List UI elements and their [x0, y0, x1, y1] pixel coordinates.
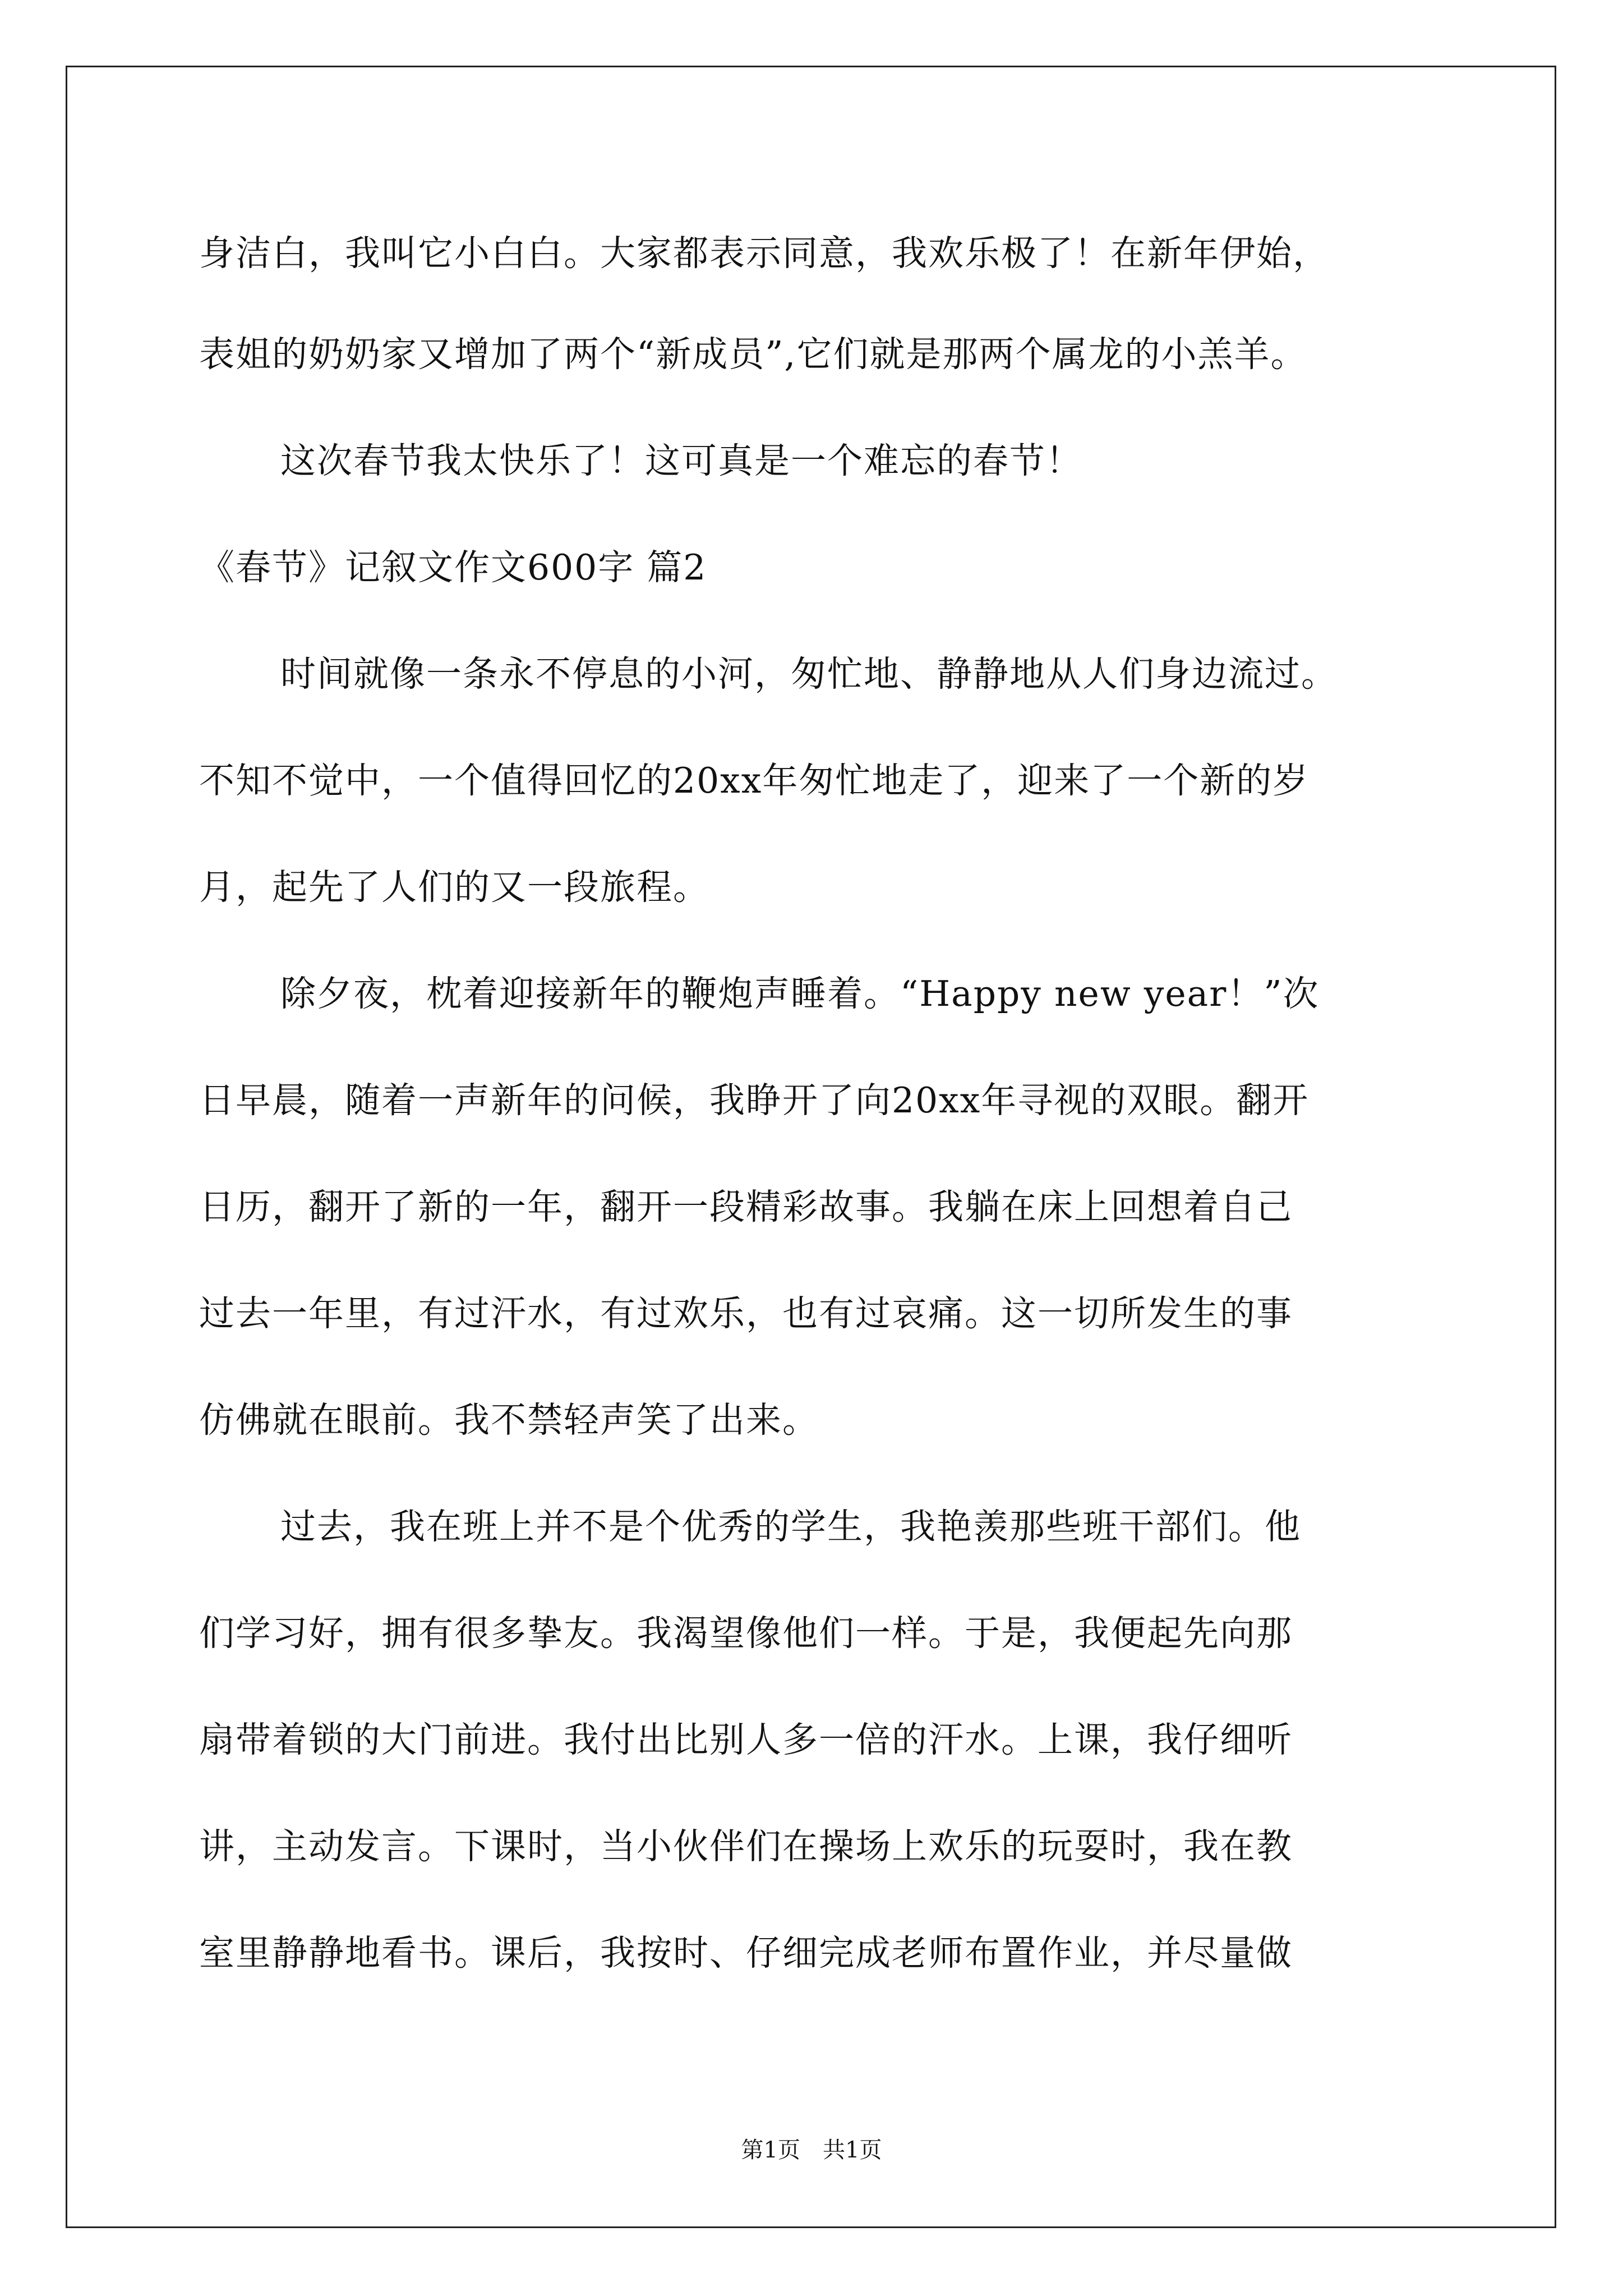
text-line: 过去，我在班上并不是个优秀的学生，我艳羡那些班干部们。他: [280, 1506, 1301, 1547]
text-line: 不知不觉中，一个值得回忆的20xx年匆忙地走了，迎来了一个新的岁: [199, 760, 1310, 801]
text-line: 日历，翻开了新的一年，翻开一段精彩故事。我躺在床上回想着自己: [199, 1186, 1293, 1227]
section-heading: 《春节》记叙文作文600字 篇2: [199, 547, 707, 588]
text-line: 这次春节我太快乐了！这可真是一个难忘的春节！: [280, 440, 1082, 481]
text-line: 讲，主动发言。下课时，当小伙伴们在操场上欢乐的玩耍时，我在教: [199, 1826, 1293, 1867]
text-line: 室里静静地看书。课后，我按时、仔细完成老师布置作业，并尽量做: [199, 1932, 1293, 1973]
text-line: 除夕夜，枕着迎接新年的鞭炮声睡着。“Happy new year！”次: [280, 973, 1320, 1014]
text-line: 们学习好，拥有很多挚友。我渴望像他们一样。于是，我便起先向那: [199, 1613, 1293, 1654]
page-footer: 第1页 共1页: [741, 2137, 882, 2163]
text-line: 表姐的奶奶家又增加了两个“新成员”,它们就是那两个属龙的小羔羊。: [199, 334, 1307, 375]
text-line: 日早晨，随着一声新年的问候，我睁开了向20xx年寻视的双眼。翻开: [199, 1080, 1310, 1121]
text-line: 月，起先了人们的又一段旅程。: [199, 867, 709, 908]
text-line: 仿佛就在眼前。我不禁轻声笑了出来。: [199, 1400, 819, 1441]
text-line: 扇带着锁的大门前进。我付出比别人多一倍的汗水。上课，我仔细听: [199, 1719, 1293, 1760]
text-line: 过去一年里，有过汗水，有过欢乐，也有过哀痛。这一切所发生的事: [199, 1293, 1293, 1334]
text-line: 时间就像一条永不停息的小河，匆忙地、静静地从人们身边流过。: [280, 654, 1338, 694]
page-border: [66, 66, 1556, 2228]
text-line: 身洁白，我叫它小白白。大家都表示同意，我欢乐极了！在新年伊始，: [199, 233, 1329, 274]
